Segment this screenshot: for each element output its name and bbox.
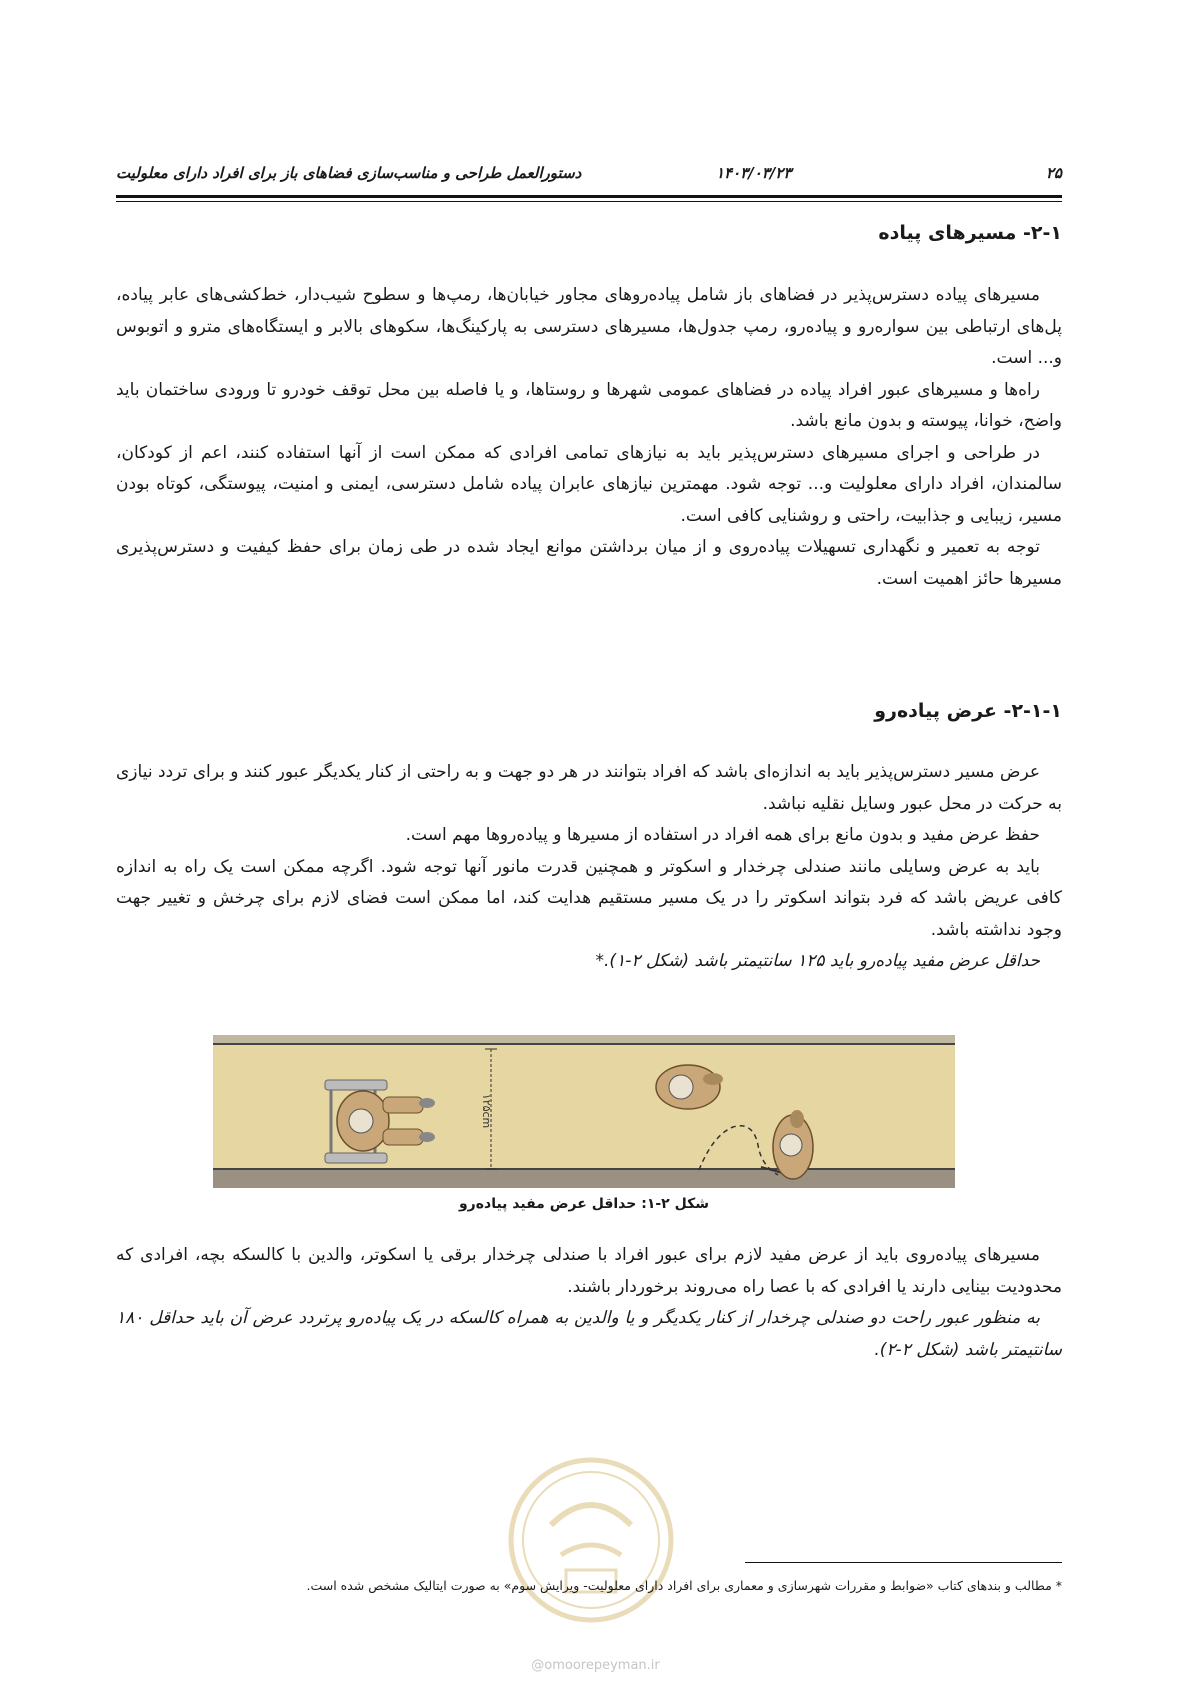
footnote: * مطالب و بندهای کتاب «ضوابط و مقررات شهرسازی و معماری برای افراد دارای معلولیت- ویرایش سوم» به صورت ایتالیک مشخص شده است.: [306, 1578, 1062, 1593]
subsection-heading: ۲-۱-۱- عرض پیاده‌رو: [874, 700, 1062, 722]
paragraph: مسیرهای پیاده‌روی باید از عرض مفید لازم برای عبور افراد با صندلی چرخدار برقی یا اسکوتر، والدین با کالسکه بچه، افرادی که محدودیت بینایی دارند یا افرادی که با عصا راه می‌روند برخوردار باشند.: [116, 1245, 1062, 1297]
sidewalk-illustration: [213, 1035, 955, 1188]
header-rule-thick: [116, 195, 1062, 198]
dimension-label: ۱۲۵cm: [480, 1093, 493, 1129]
closing-body: [116, 1240, 1062, 1366]
section-body: [116, 280, 1062, 595]
header-rule-thin: [116, 201, 1062, 202]
seal-logo-icon: [506, 1455, 676, 1625]
wheelchair-user-icon: [325, 1080, 435, 1163]
paragraph: باید به عرض وسایلی مانند صندلی چرخدار و اسکوتر و همچنین قدرت مانور آنها توجه شود. اگرچه ممکن است یک راه به اندازه کافی عریض باشد که فرد بتواند اسکوتر را در یک مسیر مستقیم هدایت کند، اما ممکن است فضای لازم برای چرخش و تغییر جهت وجود نداشته باشد.: [116, 856, 1062, 940]
paragraph: مسیرهای پیاده دسترس‌پذیر در فضاهای باز شامل پیاده‌روهای مجاور خیابان‌ها، رمپ‌ها و سطوح شیب‌دار، خط‌کشی‌های عابر پیاده، پل‌های ارتباطی بین سواره‌رو و پیاده‌رو، رمپ جدول‌ها، مسیرهای دسترسی به پارکینگ‌ها، سکوهای بالابر و ایستگاه‌های مترو و اتوبوس و... است.: [116, 285, 1062, 368]
footnote-rule: [745, 1562, 1062, 1563]
visually-impaired-pedestrian-icon: [773, 1110, 813, 1179]
subsection-body: [116, 757, 1062, 978]
paragraph: توجه به تعمیر و نگهداری تسهیلات پیاده‌روی و از میان برداشتن موانع ایجاد شده در طی زمان برای حفظ کیفیت و دسترس‌پذیری مسیرها حائز اهمیت است.: [116, 537, 1062, 589]
pedestrian-icon: [656, 1065, 723, 1109]
watermark-text: @omoorepeyman.ir: [531, 1658, 660, 1673]
header-date: ۱۴۰۳/۰۳/۲۳: [716, 164, 792, 182]
running-header: [116, 160, 1062, 188]
section-heading: ۲-۱- مسیرهای پیاده: [878, 222, 1062, 244]
paragraph: حفظ عرض مفید و بدون مانع برای همه افراد در استفاده از مسیرها و پیاده‌روها مهم است.: [405, 825, 1040, 845]
italic-note: حداقل عرض مفید پیاده‌رو باید ۱۲۵ سانتیمتر باشد (شکل ۲-۱).*: [595, 951, 1040, 971]
page-number: ۲۵: [1045, 164, 1062, 182]
paragraph: در طراحی و اجرای مسیرهای دسترس‌پذیر باید به نیازهای تمامی افرادی که ممکن است از آنها استفاده کنند، اعم از کودکان، سالمندان، افراد دارای معلولیت و... توجه شود. مهمترین نیازهای عابران پیاده شامل دسترسی، ایمنی و امنیت، پیوستگی، کوتاه بودن مسیر، زیبایی و جذابیت، راحتی و روشنایی کافی است.: [116, 442, 1062, 526]
paragraph: عرض مسیر دسترس‌پذیر باید به اندازه‌ای باشد که افراد بتوانند در هر دو جهت و به راحتی از کنار یکدیگر عبور کنند و برای تردد نیازی به حرکت در محل عبور وسایل نقلیه نباشد.: [116, 762, 1062, 814]
italic-note: به منظور عبور راحت دو صندلی چرخدار از کنار یکدیگر و یا والدین به همراه کالسکه در یک پیاده‌رو پرتردد عرض آن باید حداقل ۱۸۰ سانتیمتر باشد (شکل ۲-۲).: [116, 1308, 1062, 1360]
figure-caption: شکل ۲-۱: حداقل عرض مفید پیاده‌رو: [458, 1196, 709, 1212]
paragraph: راه‌ها و مسیرهای عبور افراد پیاده در فضاهای عمومی شهرها و روستاها، و یا فاصله بین محل توقف خودرو تا ورودی ساختمان باید واضح، خوانا، پیوسته و بدون مانع باشد.: [116, 379, 1062, 431]
sidewalk-figure: [213, 1035, 955, 1188]
header-title: دستورالعمل طراحی و مناسب‌سازی فضاهای باز برای افراد دارای معلولیت: [116, 164, 582, 182]
